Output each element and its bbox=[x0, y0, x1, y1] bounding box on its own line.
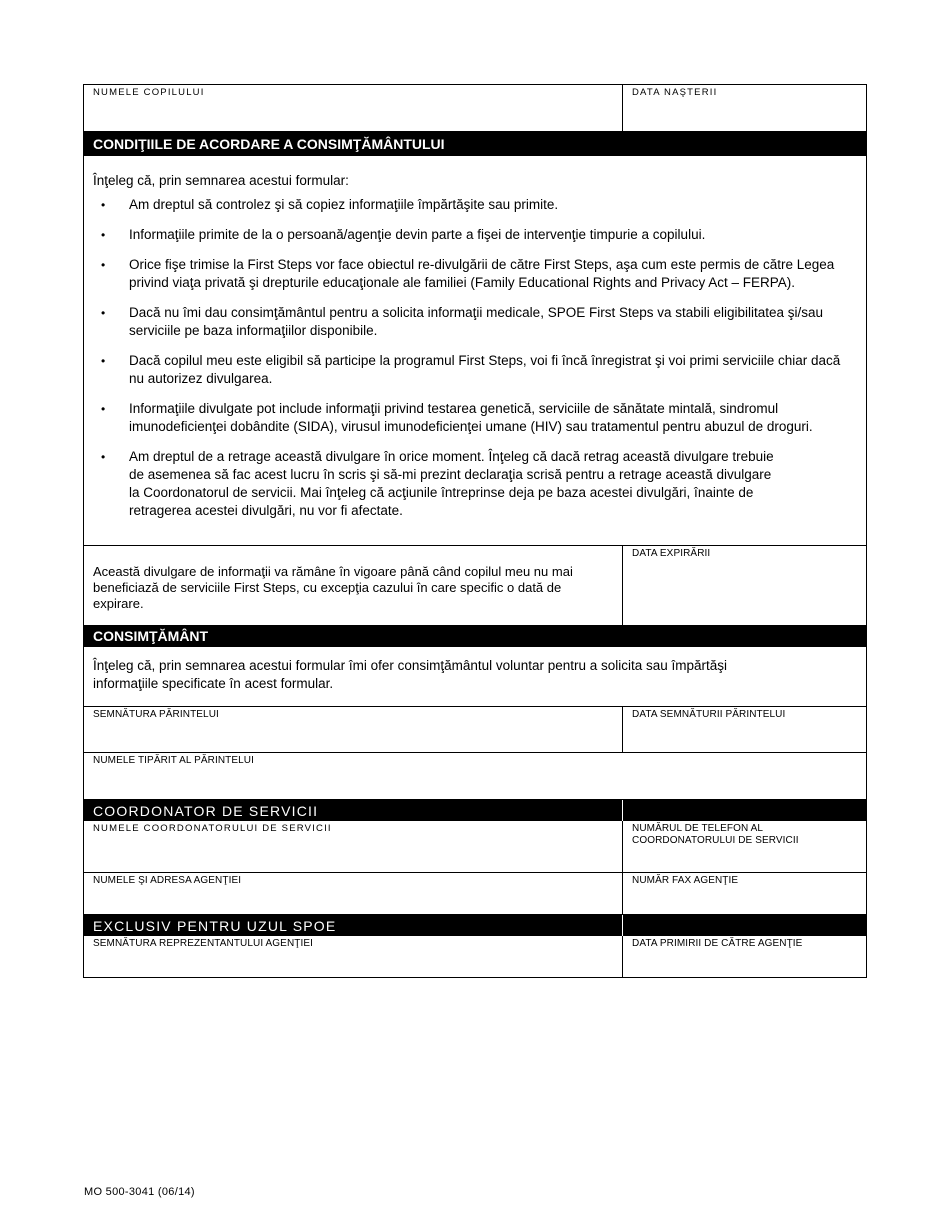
parent-signature-date-field[interactable] bbox=[623, 707, 866, 752]
list-item: • Informaţiile primite de la o persoană/agenţie devin parte a fişei de intervenţie timpurie a copilului. bbox=[129, 226, 857, 244]
parent-signature-date-label: DATA SEMNĂTURII PĂRINTELUI bbox=[632, 709, 786, 720]
agency-fax-label: NUMĂR FAX AGENŢIE bbox=[632, 875, 739, 886]
birth-date-label: DATA NAŞTERII bbox=[632, 87, 718, 98]
list-item: • Informaţiile divulgate pot include informaţii privind testarea genetică, serviciile de sănătate mintală, sindromul imunodeficienţei dobândite (SIDA), virusul imunodeficienţei umane (HIV) sau tratamentul pentru abuzul de droguri. bbox=[129, 400, 857, 436]
parent-signature-field[interactable] bbox=[84, 707, 623, 752]
parent-signature-label: SEMNĂTURA PĂRINTELUI bbox=[93, 709, 219, 720]
conditions-list bbox=[93, 196, 857, 520]
spoe-row bbox=[84, 936, 866, 977]
validity-text: Această divulgare de informaţii va rămâne în vigoare până când copilul meu nu mai beneficiază de serviciile First Steps, cu excepţia cazului în care specific o dată de expirare. bbox=[93, 564, 573, 611]
coordinator-name-field[interactable] bbox=[84, 821, 623, 872]
consent-form bbox=[83, 84, 867, 978]
expiry-date-field[interactable] bbox=[623, 546, 866, 625]
child-name-field[interactable] bbox=[84, 85, 623, 131]
coordinator-phone-field[interactable] bbox=[623, 821, 866, 872]
list-item: • Orice fişe trimise la First Steps vor face obiectul re-divulgării de către First Steps, aşa cum este permis de către Legea privind viaţa privată şi drepturile educaţionale ale familiei (Family Educational Rights and Privacy Act – FERPA). bbox=[129, 256, 857, 292]
consent-text: Înţeleg că, prin semnarea acestui formular îmi ofer consimţământul voluntar pentru a solicita sau împărtăşi informaţiile specificate în acest formular. bbox=[93, 658, 728, 691]
conditions-intro: Înţeleg că, prin semnarea acestui formular: bbox=[93, 173, 349, 188]
agency-name-address-label: NUMELE ŞI ADRESA AGENŢIEI bbox=[93, 875, 242, 886]
list-item: • Am dreptul să controlez şi să copiez informaţiile împărtăşite sau primite. bbox=[129, 196, 857, 214]
birth-date-field[interactable] bbox=[623, 85, 866, 131]
coordinator-name-label: NUMELE COORDONATORULUI DE SERVICII bbox=[93, 823, 332, 834]
agency-fax-field[interactable] bbox=[623, 873, 866, 914]
coordinator-header bbox=[84, 799, 866, 821]
printed-name-row bbox=[84, 752, 866, 799]
parent-printed-name-label: NUMELE TIPĂRIT AL PĂRINTELUI bbox=[93, 755, 254, 766]
child-name-label: NUMELE COPILULUI bbox=[93, 87, 205, 98]
list-item: • Dacă nu îmi dau consimţământul pentru a solicita informaţii medicale, SPOE First Steps va stabili eligibilitatea şi/sau serviciile pe baza informaţiilor disponibile. bbox=[129, 304, 857, 340]
coordinator-phone-label: NUMĂRUL DE TELEFON AL COORDONATORULUI DE SERVICII bbox=[632, 823, 799, 846]
consent-header: CONSIMŢĂMÂNT bbox=[84, 625, 866, 647]
agency-received-date-field[interactable] bbox=[623, 936, 866, 977]
spoe-header bbox=[84, 914, 866, 936]
validity-statement bbox=[84, 546, 623, 625]
agency-row bbox=[84, 872, 866, 914]
spoe-header-title: EXCLUSIV PENTRU UZUL SPOE bbox=[84, 915, 623, 936]
list-item: • Am dreptul de a retrage această divulgare în orice moment. Înţeleg că dacă retrag această divulgare trebuie de asemenea să fac acest lucru în scris şi să-mi prezint declaraţia scrisă pentru a retrage această divulgare la Coordonatorul de servicii. Mai înţeleg că acţiunile întreprinse deja pe baza acestei divulgări, înainte de retragerea acestei divulgări, nu vor fi afectate. bbox=[129, 448, 857, 520]
parent-signature-row bbox=[84, 706, 866, 752]
expiry-date-label: DATA EXPIRĂRII bbox=[632, 548, 711, 559]
validity-row bbox=[84, 545, 866, 625]
conditions-section bbox=[84, 156, 866, 545]
conditions-header: CONDIŢIILE DE ACORDARE A CONSIMŢĂMÂNTULUI bbox=[84, 131, 866, 156]
coordinator-header-title: COORDONATOR DE SERVICII bbox=[84, 800, 623, 821]
coordinator-header-fill bbox=[623, 800, 866, 821]
spoe-header-fill bbox=[623, 915, 866, 936]
consent-text-row bbox=[84, 647, 866, 706]
coordinator-row bbox=[84, 821, 866, 872]
parent-printed-name-field[interactable] bbox=[84, 753, 866, 799]
agency-rep-signature-label: SEMNĂTURA REPREZENTANTULUI AGENŢIEI bbox=[93, 938, 314, 949]
agency-received-date-label: DATA PRIMIRII DE CĂTRE AGENŢIE bbox=[632, 938, 803, 949]
list-item: • Dacă copilul meu este eligibil să participe la programul First Steps, voi fi încă înregistrat şi voi primi serviciile chiar dacă nu autorizez divulgarea. bbox=[129, 352, 857, 388]
agency-name-address-field[interactable] bbox=[84, 873, 623, 914]
child-info-row bbox=[84, 85, 866, 131]
form-code: MO 500-3041 (06/14) bbox=[84, 1186, 195, 1198]
agency-rep-signature-field[interactable] bbox=[84, 936, 623, 977]
